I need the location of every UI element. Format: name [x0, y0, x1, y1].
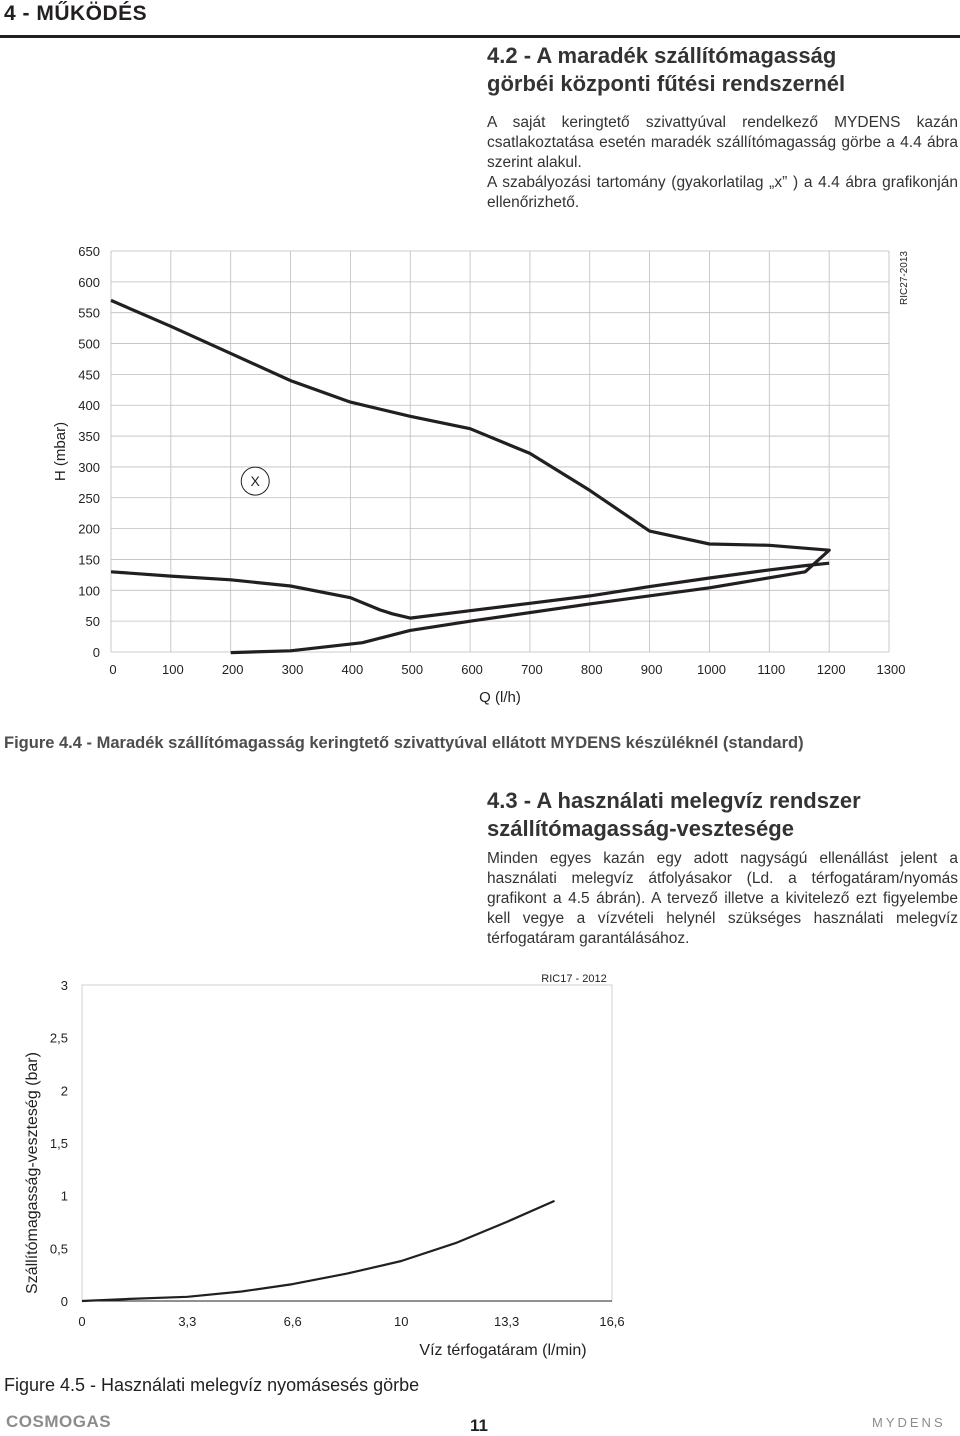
- chart1-x-tick: 0: [109, 662, 117, 677]
- section-4-3-paragraph-1: Minden egyes kazán egy adott nagyságú ellenállást jelent a használati melegvíz átfolyásakor (Ld. a térfogatáram/nyomás grafikont a 4.5 ábrán). A tervező illetve a kivitelező ezt figyelembe kell vegye a vízvételi helynél szükséges használati melegvíz térfogatáram garantálásához.: [487, 850, 958, 947]
- section-4-2-body: [487, 113, 958, 213]
- chart1-x-axis-label: Q (l/h): [479, 689, 521, 706]
- chart2-y-tick-labels: [50, 978, 68, 1309]
- chart2-series: [82, 1201, 555, 1301]
- chart2-y-tick: 0,5: [49, 1241, 68, 1257]
- chart1-x-tick: 900: [640, 662, 663, 677]
- chart1-x-tick: 700: [521, 662, 543, 677]
- chart1-grid: [111, 251, 889, 652]
- chart1-y-tick: 200: [78, 521, 100, 537]
- chart2-x-tick-labels: [78, 1314, 624, 1329]
- footer-brand: COSMOGAS: [6, 1412, 112, 1431]
- chart1-y-tick: 350: [78, 429, 100, 445]
- section-4-2-title: [487, 42, 845, 98]
- chart1-x-tick: 100: [161, 662, 184, 677]
- section-4-3-body: [487, 849, 958, 949]
- chart1-y-tick: 0: [92, 645, 100, 660]
- chart2-y-tick: 0: [60, 1294, 68, 1309]
- chart1-y-tick-labels: [78, 244, 100, 660]
- chart2-y-tick: 3: [60, 978, 68, 993]
- chart1-y-tick: 500: [78, 336, 100, 352]
- figure-4-4-chart: [0, 230, 960, 710]
- chart1-y-tick: 100: [78, 583, 100, 599]
- section-4-2-paragraph-1: A saját keringtető szivattyúval rendelkező MYDENS kazán csatlakoztatása esetén maradék szállítómagasság görbe a 4.4 ábra szerint alakul.: [487, 114, 958, 171]
- section-header: 4 - MŰKÖDÉS: [4, 2, 148, 25]
- figure-4-5-caption: Figure 4.5 - Használati melegvíz nyomásesés görbe: [4, 1375, 420, 1395]
- section-4-3-title-line2: szállítómagasság-vesztesége: [487, 816, 794, 841]
- chart1-x-tick: 1200: [816, 662, 846, 677]
- chart1-x-tick: 1300: [876, 662, 906, 677]
- chart1-y-tick: 150: [78, 552, 100, 568]
- header-divider: [0, 35, 960, 38]
- chart2-frame: [82, 985, 612, 1301]
- chart1-x-tick: 500: [401, 662, 424, 677]
- chart1-y-tick: 300: [78, 459, 100, 475]
- chart1-y-tick: 650: [78, 244, 100, 259]
- chart1-y-tick: 600: [78, 274, 100, 290]
- chart2-y-tick: 1: [60, 1188, 68, 1204]
- chart1-x-tick: 200: [221, 662, 244, 677]
- chart1-y-tick: 50: [85, 614, 100, 630]
- chart2-y-tick: 1,5: [49, 1136, 68, 1151]
- section-4-2-title-line1: 4.2 - A maradék szállítómagasság: [487, 43, 837, 68]
- chart1-x-tick: 1100: [757, 662, 786, 677]
- chart1-x-tick: 400: [341, 662, 364, 677]
- figure-4-4-caption: Figure 4.4 - Maradék szállítómagasság keringtető szivattyúval ellátott MYDENS készüléknél (standard): [4, 734, 804, 752]
- chart2-y-tick: 2: [60, 1083, 68, 1099]
- chart1-x-tick: 600: [461, 662, 483, 677]
- chart2-plot-area: [82, 985, 612, 1301]
- chart2-y-tick: 2,5: [49, 1030, 68, 1046]
- chart1-x-tick-labels: [109, 662, 905, 677]
- chart2-x-tick: 10: [394, 1314, 409, 1329]
- chart2-x-tick: 6,6: [283, 1314, 302, 1329]
- chart2-x-tick: 13,3: [493, 1314, 520, 1329]
- chart1-y-tick: 250: [78, 490, 100, 506]
- chart1-y-tick: 450: [78, 367, 100, 383]
- chart1-y-axis-label: H (mbar): [52, 421, 69, 482]
- chart2-x-tick: 0: [78, 1314, 86, 1329]
- page-number: 11: [470, 1416, 488, 1435]
- footer-product-logo: MYDENS: [872, 1415, 946, 1430]
- chart1-code: RIC27-2013: [899, 251, 910, 305]
- chart2-x-tick: 16,6: [599, 1314, 625, 1329]
- figure-4-5-chart: [0, 960, 660, 1370]
- chart2-x-axis-label: Víz térfogatáram (l/min): [419, 1342, 587, 1359]
- chart1-x-tick: 1000: [697, 662, 726, 677]
- chart1-x-tick: 300: [281, 662, 304, 677]
- section-4-2-title-line2: görbéi központi fűtési rendszernél: [487, 71, 846, 96]
- chart2-code: RIC17 - 2012: [541, 973, 607, 985]
- chart2-x-tick: 3,3: [178, 1314, 197, 1329]
- chart1-region-label: X: [250, 473, 260, 490]
- chart1-y-tick: 550: [78, 305, 100, 321]
- chart2-y-axis-label: Szállítómagasság-veszteség (bar): [24, 1052, 41, 1294]
- chart2-series-line-1: [82, 1201, 555, 1301]
- section-4-3-title-line1: 4.3 - A használati melegvíz rendszer: [487, 788, 861, 813]
- section-4-3-title: [487, 787, 861, 843]
- section-4-2-paragraph-2: A szabályozási tartomány (gyakorlatilag „x” ) a 4.4 ábra grafikonján ellenőrizhető.: [487, 174, 958, 211]
- chart1-y-tick: 400: [78, 398, 100, 414]
- chart1-x-tick: 800: [580, 662, 603, 677]
